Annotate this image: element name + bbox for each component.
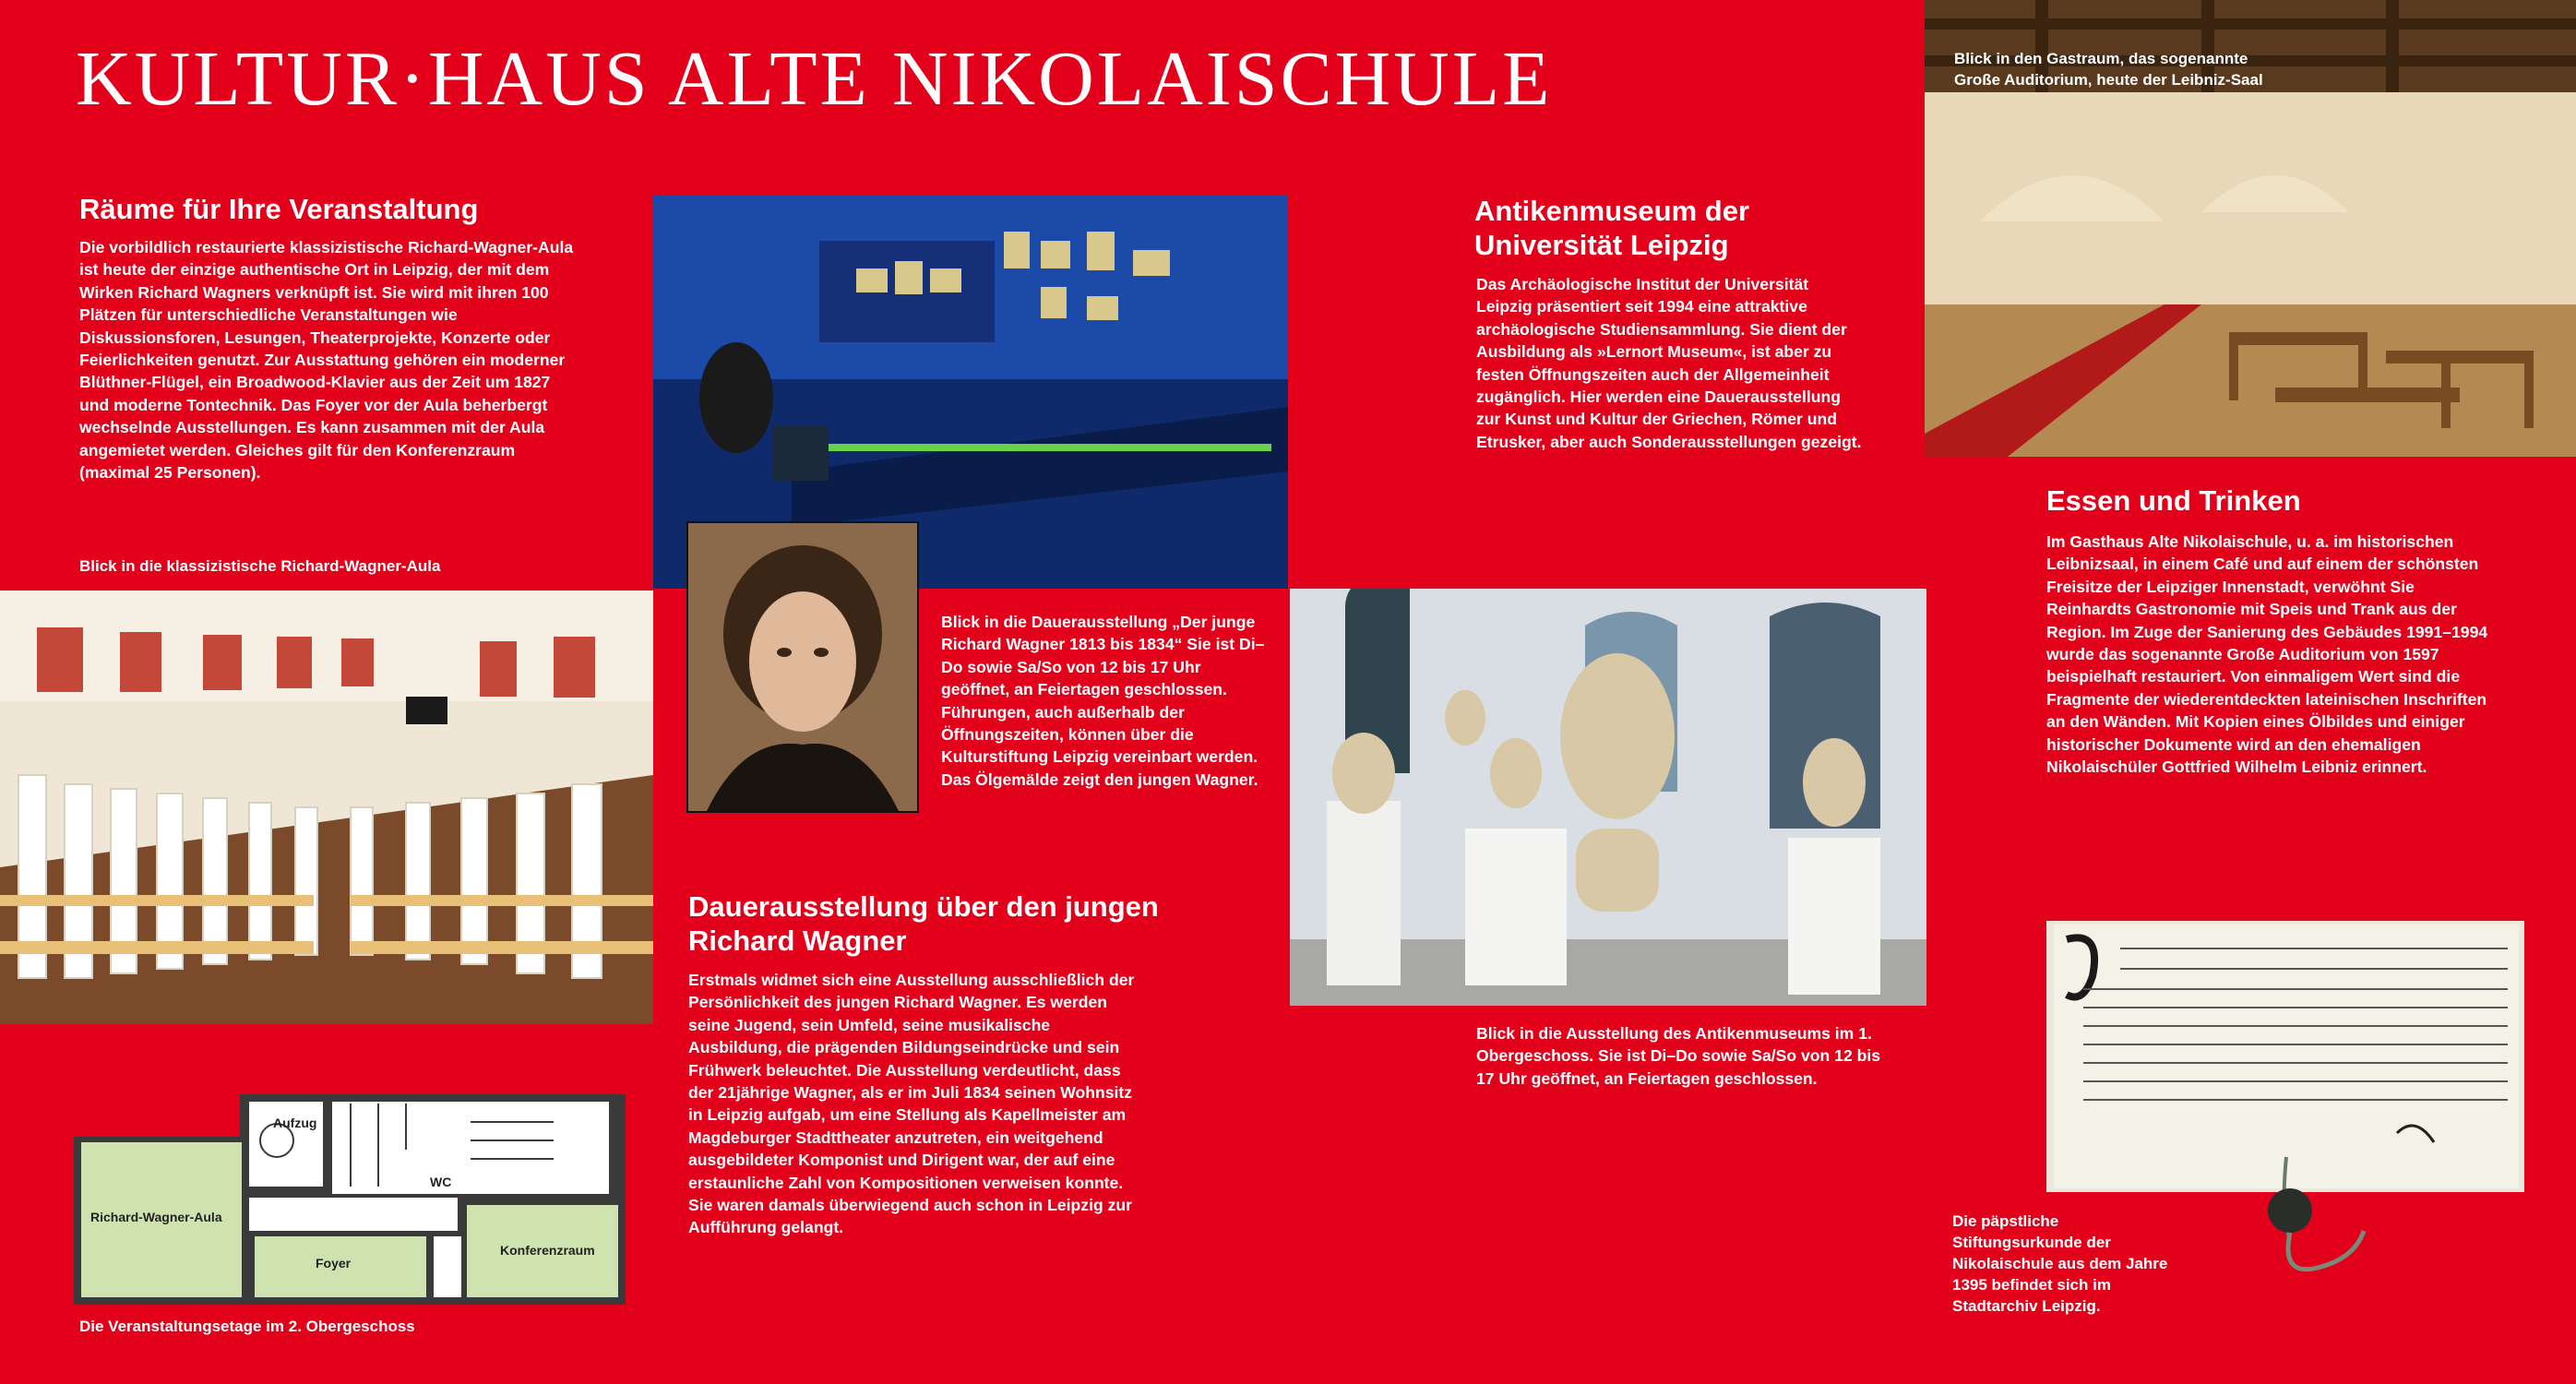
essen-text: Im Gasthaus Alte Nikolaischule, u. a. im historischen Leibnizsaal, in einem Café und auf einem der schönsten Freisitze der Leipziger Innenstadt, verwöhnt Sie Reinhardts Gastronomie mit Speis und Trank aus der Region. Im Zuge der Sanierung des Gebäudes 1991–1994 wurde das sogenannte Große Auditorium von 1597 beispielhaft restauriert. Von einmaligem Wert sind die Fragmente der wiederentdeckten lateinischen Inschriften an den Wänden. Mit Kopien eines Ölbildes und einiger historischer Dokumente wird an den ehemaligen Nikolaischüler Gottfried Wilhelm Leibniz erinnert. <box>2046 532 2488 777</box>
dauer-text: Erstmals widmet sich eine Ausstellung ausschließlich der Persönlichkeit des jungen Richard Wagner. Es werden seine Jugend, sein Umfeld, seine musikalische Ausbildung, die prägenden Bildungseindrücke und sein Frühwerk beleuchtet. Die Ausstellung verdeutlicht, dass der 21jährige Wagner, als er im Juli 1834 seinen Wohnsitz in Leipzig aufgab, um eine Stellung als Kapellmeister am Magdeburger Stadttheater anzutreten, ein weitgehend ausgebildeter Komponist und Dirigent war, der auf eine erstaunliche Zahl von Kompositionen verweisen konnte. Sie waren damals überwiegend auch schon in Leipzig zur Aufführung gelangt. <box>688 971 1135 1237</box>
essen-heading: Essen und Trinken <box>2046 484 2301 517</box>
urkunde-seal <box>2262 1139 2373 1292</box>
floorplan-label-foyer: Foyer <box>316 1256 352 1271</box>
page-title: KULTUR·HAUS ALTE NIKOLAISCHULE <box>76 36 1553 122</box>
floorplan-label-konferenz: Konferenzraum <box>500 1243 595 1258</box>
floorplan-caption: Die Veranstaltungsetage im 2. Obergeschoss <box>79 1318 415 1335</box>
raeume-heading: Räume für Ihre Veranstaltung <box>79 193 479 225</box>
exhibition-photo-caption: Blick in die Dauerausstellung „Der junge Richard Wagner 1813 bis 1834“ Sie ist Di–Do sowie Sa/So von 12 bis 17 Uhr geöffnet, an Feiertagen geschlossen. Führungen, auch außerhalb der Öffnungszeiten, können über die Kulturstiftung Leipzig vereinbart werden. Das Ölgemälde zeigt den jungen Wagner. <box>941 613 1265 789</box>
gastraum-caption: Blick in den Gastraum, das sogenannte Große Auditorium, heute der Leibniz-Saal <box>1954 50 2263 89</box>
antiken-photo <box>1290 589 1926 1006</box>
floorplan-label-aufzug: Aufzug <box>273 1116 317 1130</box>
dauer-heading: Dauerausstellung über den jungen Richard Wagner <box>688 890 1159 958</box>
urkunde-caption: Die päpstliche Stiftungsurkunde der Nikolaischule aus dem Jahre 1395 befindet sich im Stadtarchiv Leipzig. <box>1952 1212 2168 1315</box>
aula-photo <box>0 591 653 1024</box>
antiken-text: Das Archäologische Institut der Universität Leipzig präsentiert seit 1994 eine attraktive archäologische Studiensammlung. Sie dient der Ausbildung als »Lernort Museum«, ist aber zu festen Öffnungszeiten auch der Allgemeinheit zugänglich. Hier werden eine Dauerausstellung zur Kunst und Kultur der Griechen, Römer und Etrusker, aber auch Sonderausstellungen gezeigt. <box>1476 275 1862 451</box>
wagner-portrait <box>686 521 919 813</box>
floor-plan <box>74 1094 626 1305</box>
floorplan-label-aula: Richard-Wagner-Aula <box>90 1210 222 1224</box>
aula-photo-caption: Blick in die klassizistische Richard-Wagner-Aula <box>79 557 441 575</box>
floorplan-label-wc: WC <box>430 1175 452 1189</box>
antiken-photo-caption: Blick in die Ausstellung des Antikenmuseums im 1. Obergeschoss. Sie ist Di–Do sowie Sa/So von 12 bis 17 Uhr geöffnet, an Feiertagen geschlossen. <box>1476 1024 1881 1088</box>
raeume-text: Die vorbildlich restaurierte klassizistische Richard-Wagner-Aula ist heute der einzige authentische Ort in Leipzig, der mit dem Wirken Richard Wagners verknüpft ist. Sie wird mit ihren 100 Plätzen für unterschiedliche Veranstaltungen wie Diskussionsforen, Lesungen, Theaterprojekte, Konzerte oder Feierlichkeiten genutzt. Zur Ausstattung gehören ein moderner Blüthner-Flügel, ein Broadwood-Klavier aus der Zeit um 1827 und moderne Tontechnik. Das Foyer vor der Aula beherbergt wechselnde Ausstellungen. Es kann zusammen mit der Aula angemietet werden. Gleiches gilt für den Konferenzraum (maximal 25 Personen). <box>79 238 574 483</box>
antiken-heading: Antikenmuseum der Universität Leipzig <box>1474 195 1750 262</box>
